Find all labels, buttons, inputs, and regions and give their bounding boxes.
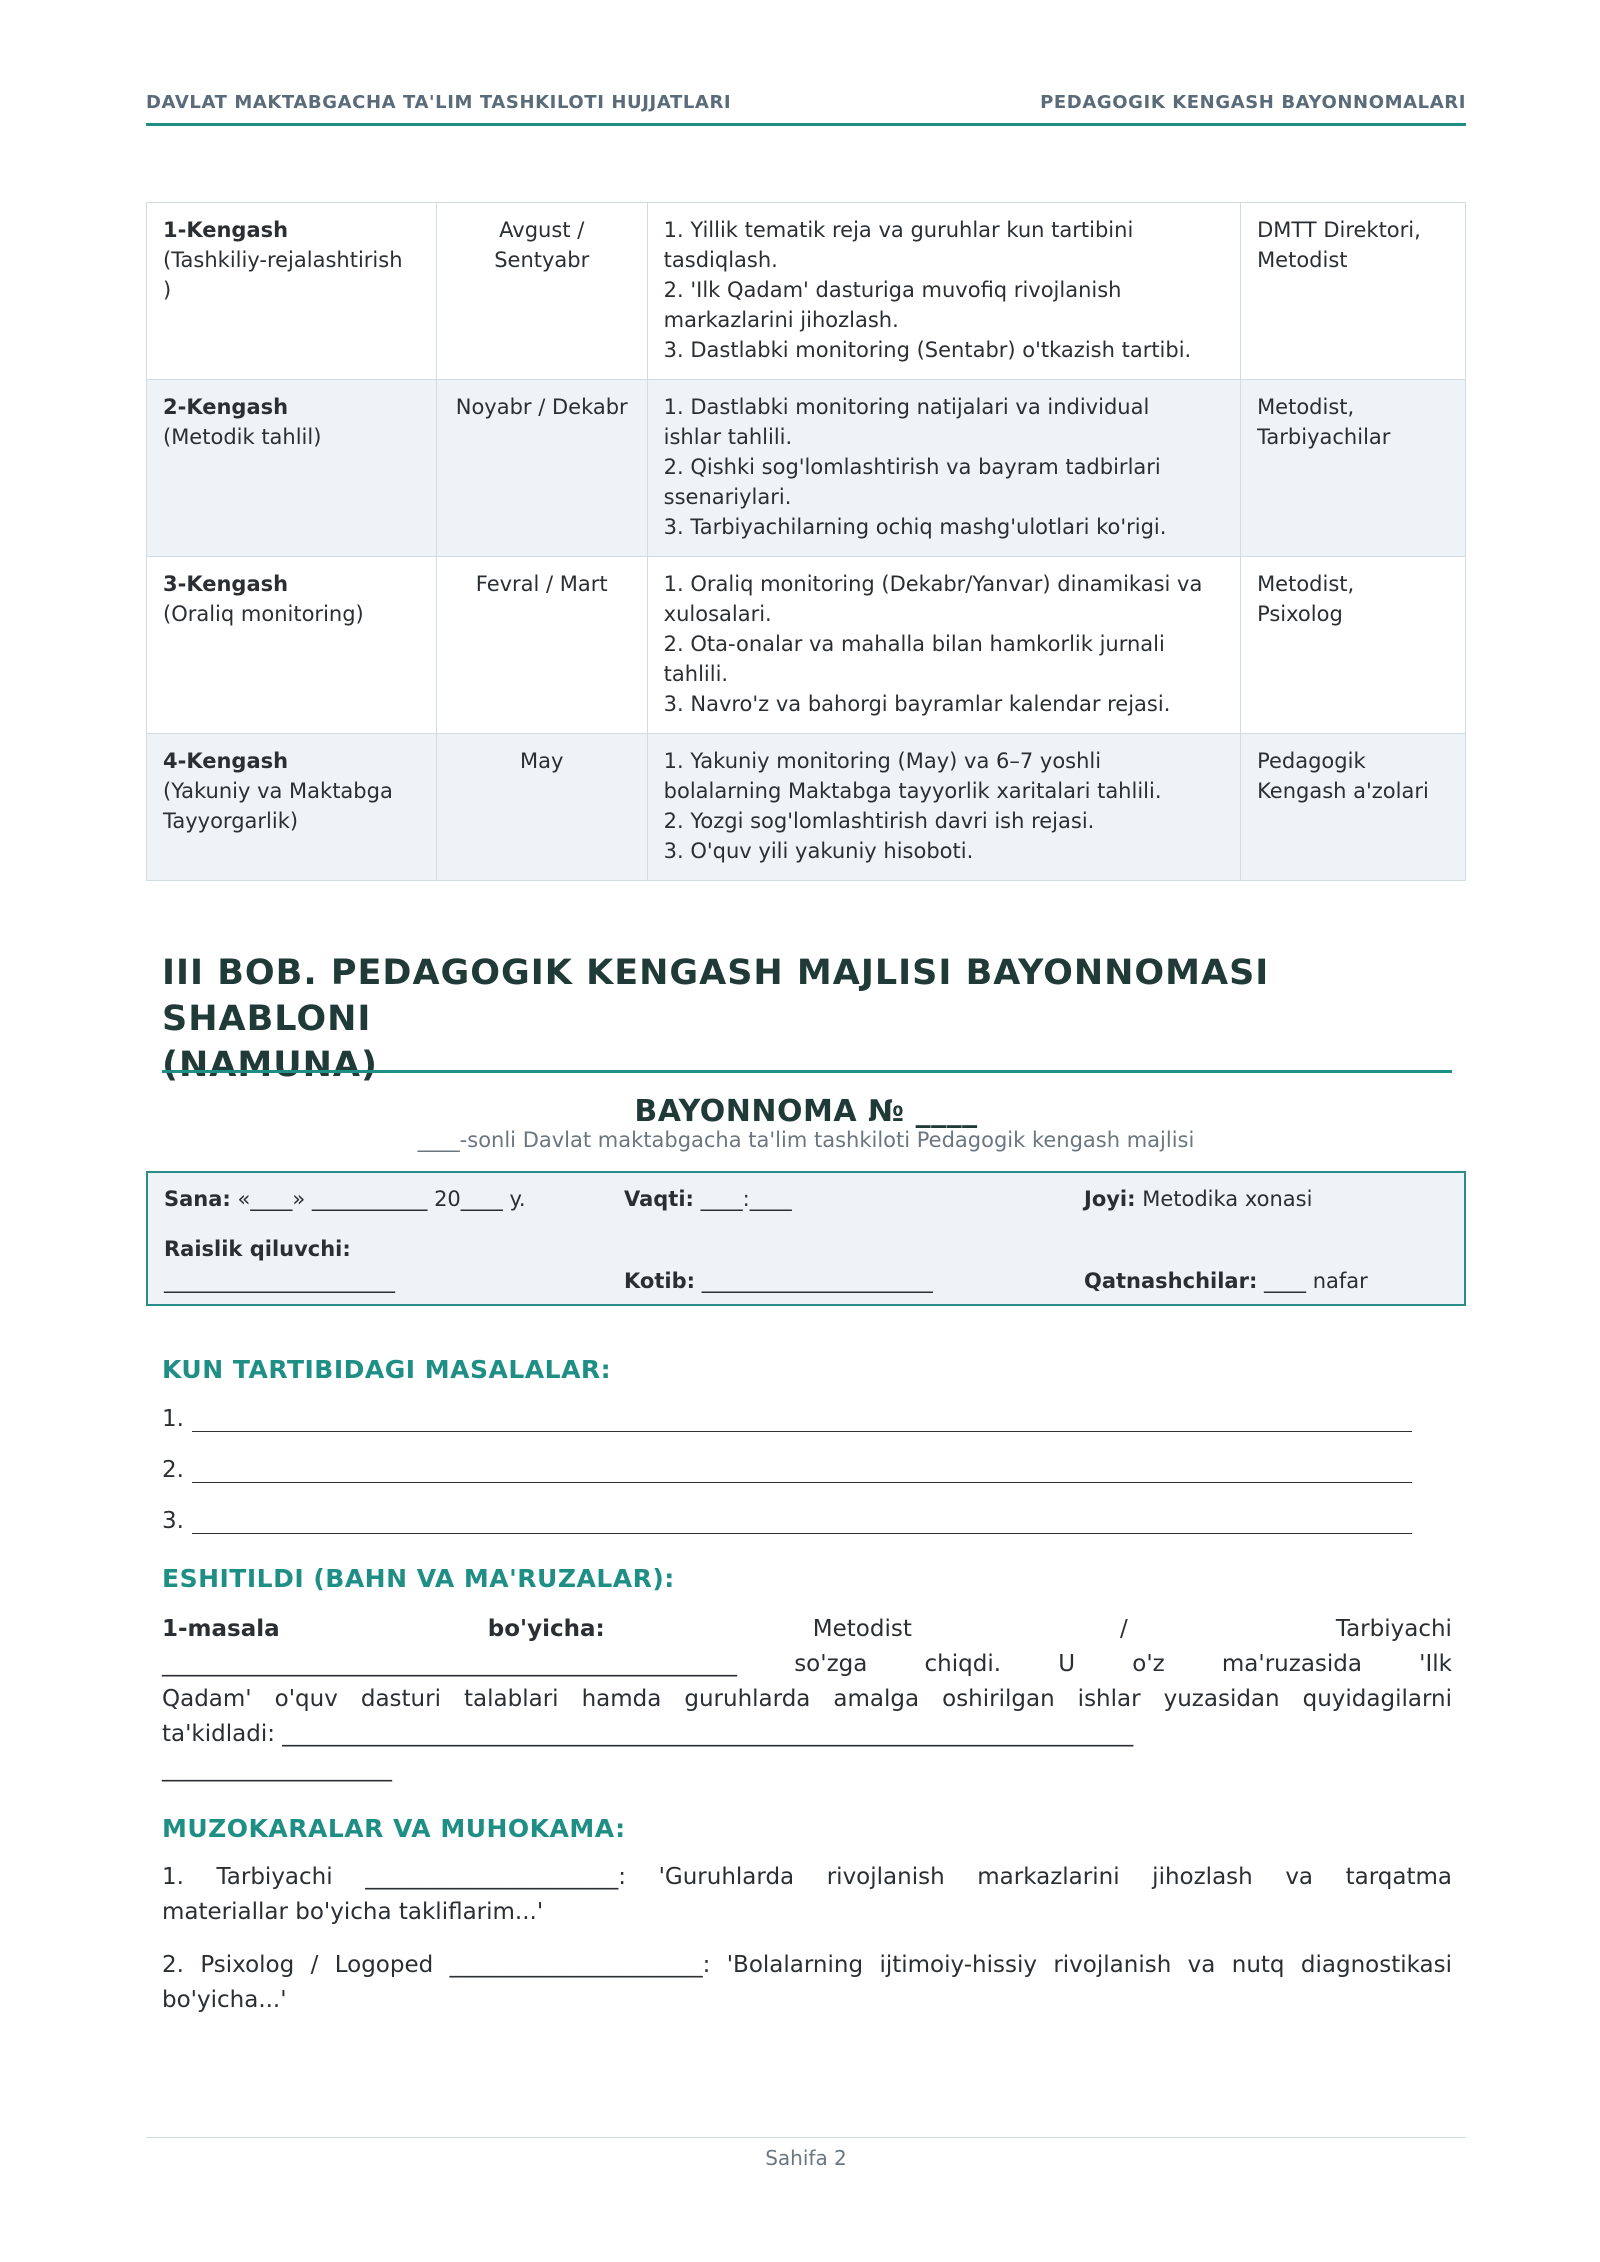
agenda-line: 3. Dastlabki monitoring (Sentabr) o'tkazish tartibi. (663, 338, 1192, 362)
period-line: Sentyabr (494, 248, 590, 272)
council-name-cell (147, 203, 437, 380)
attendees-value: ____ nafar (1264, 1269, 1368, 1293)
agenda-line: ssenariylari. (663, 485, 792, 509)
date-label: Sana: (164, 1187, 231, 1211)
council-name: 4-Kengash (163, 749, 289, 773)
discussion-heading: MUZOKARALAR VA MUHOKAMA: (162, 1814, 626, 1843)
council-name: 3-Kengash (163, 572, 289, 596)
agenda-item-number: 2. (162, 1457, 184, 1483)
responsible-cell (1241, 557, 1466, 734)
responsible-line: Metodist (1257, 248, 1348, 272)
chair-value: ______________________ (164, 1269, 395, 1293)
discussion-item-2 (162, 1948, 1452, 2018)
chapter-divider (162, 1070, 1452, 1073)
heard-w1: 1-masala (162, 1616, 280, 1642)
agenda-line: 1. Yakuniy monitoring (May) va 6–7 yoshli (663, 749, 1102, 773)
discussion-item-1 (162, 1860, 1452, 1930)
discussion-item-2-line1: 2. Psixolog / Logoped ______________________: 'Bolalarning ijtimoiy-hissiy rivojlanish va nutq diagnostikasi (162, 1952, 1452, 1978)
agenda-line: tasdiqlash. (663, 248, 778, 272)
agenda-line: 1. Dastlabki monitoring natijalari va individual (663, 395, 1150, 419)
council-subtitle-line: (Metodik tahlil) (163, 425, 322, 449)
period-line: Fevral / Mart (475, 572, 608, 596)
agenda-line: 2. Qishki sog'lomlashtirish va bayram tadbirlari (663, 455, 1161, 479)
council-subtitle-line: (Oraliq monitoring) (163, 602, 364, 626)
responsible-cell (1241, 380, 1466, 557)
heard-line-5: ____________________ (162, 1756, 392, 1782)
agenda-line: 1. Yillik tematik reja va guruhlar kun tartibini (663, 218, 1134, 242)
agenda-heading: KUN TARTIBIDAGI MASALALAR: (162, 1355, 612, 1384)
council-name-cell (147, 734, 437, 881)
discussion-item-1-line1: 1. Tarbiyachi ______________________: 'Guruhlarda rivojlanish markazlarini jihozlash va tarqatma (162, 1864, 1452, 1890)
responsible-line: Kengash a'zolari (1257, 779, 1429, 803)
period-cell (436, 734, 647, 881)
agenda-item-number: 1. (162, 1406, 184, 1432)
date-field (164, 1187, 526, 1211)
table-row (147, 203, 1466, 380)
council-subtitle-line: (Tashkiliy-rejalashtirish (163, 248, 403, 272)
place-field (1084, 1187, 1312, 1211)
agenda-cell (647, 380, 1240, 557)
council-name: 1-Kengash (163, 218, 289, 242)
agenda-line: 3. Navro'z va bahorgi bayramlar kalendar rejasi. (663, 692, 1171, 716)
agenda-line: ishlar tahlili. (663, 425, 793, 449)
period-line: May (520, 749, 564, 773)
council-name-cell (147, 380, 437, 557)
table-row (147, 557, 1466, 734)
responsible-line: Tarbiyachilar (1257, 425, 1391, 449)
place-label: Joyi: (1084, 1187, 1136, 1211)
agenda-line: 2. Ota-onalar va mahalla bilan hamkorlik jurnali (663, 632, 1165, 656)
heard-w3: Metodist (812, 1616, 912, 1642)
agenda-line: 2. Yozgi sog'lomlashtirish davri ish rejasi. (663, 809, 1095, 833)
agenda-line: tahlili. (663, 662, 729, 686)
agenda-item-number: 3. (162, 1508, 184, 1534)
council-subtitle-line: ) (163, 278, 172, 302)
responsible-line: Psixolog (1257, 602, 1343, 626)
chapter-title-line1: III BOB. PEDAGOGIK KENGASH MAJLISI BAYONNOMASI SHABLONI (162, 953, 1270, 1039)
agenda-cell (647, 734, 1240, 881)
protocol-info-box (146, 1171, 1466, 1306)
agenda-line: bolalarning Maktabga tayyorlik xaritalari tahlili. (663, 779, 1162, 803)
table-row (147, 380, 1466, 557)
secretary-value: ______________________ (701, 1269, 933, 1293)
agenda-line: 2. 'Ilk Qadam' dasturiga muvofiq rivojlanish (663, 278, 1122, 302)
time-field (624, 1187, 792, 1211)
agenda-line: 1. Oraliq monitoring (Dekabr/Yanvar) dinamikasi va (663, 572, 1203, 596)
agenda-item-3 (162, 1508, 1412, 1534)
responsible-line: Metodist, (1257, 395, 1355, 419)
agenda-line: markazlarini jihozlash. (663, 308, 899, 332)
secretary-field (624, 1269, 933, 1293)
chapter-title (162, 950, 1452, 1088)
agenda-blank-line (192, 1410, 1412, 1432)
header-left-title: DAVLAT MAKTABGACHA TA'LIM TASHKILOTI HUJJATLARI (146, 92, 732, 113)
heard-paragraph (162, 1612, 1452, 1787)
period-line: Noyabr / Dekabr (455, 395, 628, 419)
period-cell (436, 557, 647, 734)
attendees-field (1084, 1269, 1368, 1293)
council-name-cell (147, 557, 437, 734)
period-line: Avgust / (499, 218, 585, 242)
heard-line-2: __________________________________________________ so'zga chiqdi. U o'z ma'ruzasida 'Ilk (162, 1651, 1452, 1677)
heard-line-3: Qadam' o'quv dasturi talablari hamda guruhlarda amalga oshirilgan ishlar yuzasidan quyidagilarni (162, 1686, 1452, 1712)
responsible-cell (1241, 203, 1466, 380)
footer-divider (146, 2137, 1466, 2138)
council-plan-table (146, 202, 1466, 881)
table-row (147, 734, 1466, 881)
place-value: Metodika xonasi (1142, 1187, 1313, 1211)
responsible-line: Metodist, (1257, 572, 1355, 596)
heard-line-1 (162, 1612, 1452, 1647)
date-value: «____» ___________ 20____ y. (237, 1187, 526, 1211)
council-subtitle-line: Tayyorgarlik) (163, 809, 299, 833)
agenda-cell (647, 203, 1240, 380)
page-header (146, 92, 1466, 126)
agenda-item-2 (162, 1457, 1412, 1483)
agenda-blank-line (192, 1461, 1412, 1483)
time-value: ____:____ (700, 1187, 792, 1211)
attendees-label: Qatnashchilar: (1084, 1269, 1258, 1293)
period-cell (436, 380, 647, 557)
responsible-line: Pedagogik (1257, 749, 1366, 773)
page-number: Sahifa 2 (765, 2146, 847, 2170)
discussion-item-2-line2: bo'yicha...' (162, 1987, 287, 2013)
agenda-blank-line (192, 1512, 1412, 1534)
chair-label-wrap (164, 1237, 351, 1261)
agenda-line: 3. Tarbiyachilarning ochiq mashg'ulotlari ko'rigi. (663, 515, 1167, 539)
heard-w2: bo'yicha: (487, 1616, 605, 1642)
council-subtitle-line: (Yakuniy va Maktabga (163, 779, 393, 803)
secretary-label: Kotib: (624, 1269, 695, 1293)
heard-w5: Tarbiyachi (1335, 1616, 1452, 1642)
discussion-item-1-line2: materiallar bo'yicha takliflarim...' (162, 1899, 544, 1925)
heard-w4: / (1119, 1616, 1128, 1642)
heard-line-4: ta'kidladi: __________________________________________________________________________ (162, 1721, 1134, 1747)
protocol-title: BAYONNOMA № ____ (634, 1094, 978, 1129)
agenda-cell (647, 557, 1240, 734)
agenda-item-1 (162, 1406, 1412, 1432)
period-cell (436, 203, 647, 380)
responsible-line: DMTT Direktori, (1257, 218, 1421, 242)
council-name: 2-Kengash (163, 395, 289, 419)
agenda-line: 3. O'quv yili yakuniy hisoboti. (663, 839, 974, 863)
header-right-title: PEDAGOGIK KENGASH BAYONNOMALARI (1040, 92, 1466, 113)
chapter-title-line2: (NAMUNA) (162, 1045, 379, 1085)
heard-heading: ESHITILDI (BAHN VA MA'RUZALAR): (162, 1564, 675, 1593)
chair-label: Raislik qiluvchi: (164, 1237, 351, 1261)
agenda-line: xulosalari. (663, 602, 772, 626)
time-label: Vaqti: (624, 1187, 694, 1211)
responsible-cell (1241, 734, 1466, 881)
protocol-subtitle: ____-sonli Davlat maktabgacha ta'lim tashkiloti Pedagogik kengash majlisi (417, 1128, 1195, 1152)
